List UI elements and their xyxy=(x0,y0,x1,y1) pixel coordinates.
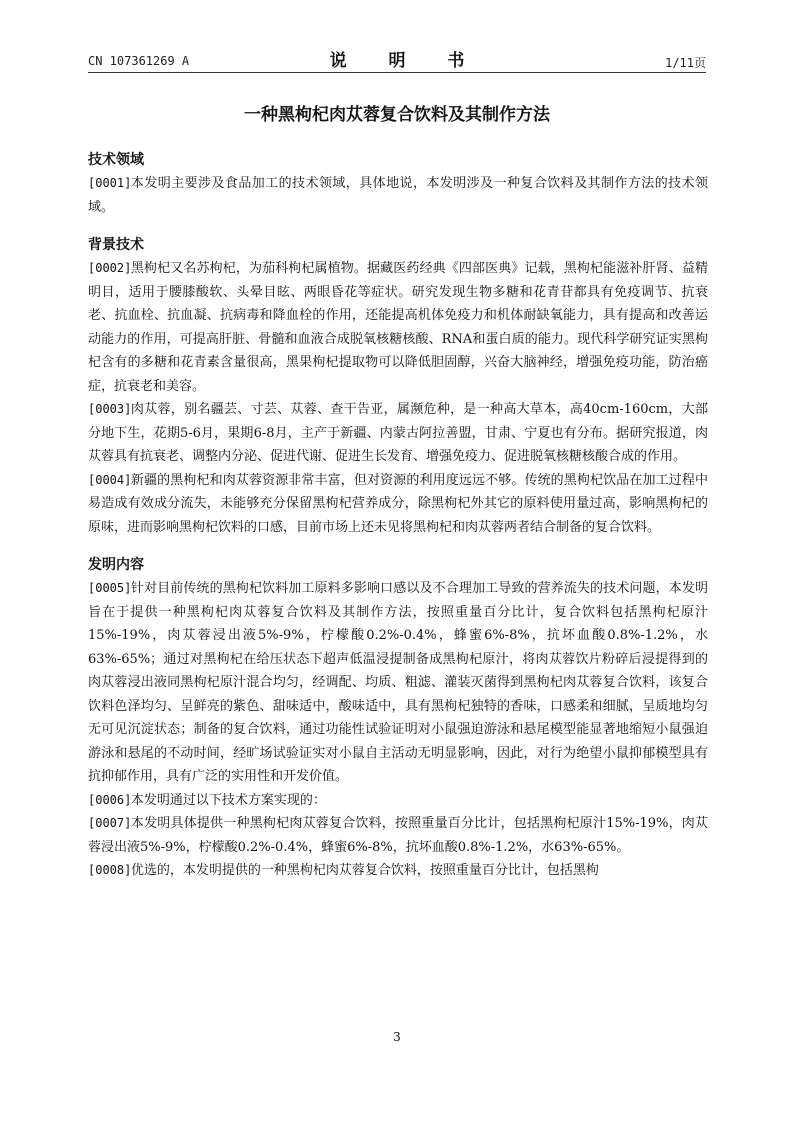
paragraph-number: [0003] xyxy=(88,402,132,416)
paragraph-text: 新疆的黑枸杞和肉苁蓉资源非常丰富，但对资源的利用度远远不够。传统的黑枸杞饮品在加工过程中易造成有效成分流失，未能够充分保留黑枸杞营养成分，除黑枸杞外其它的原料使用量过高，影响黑枸杞的原味，进而影响黑枸杞饮料的口感，目前市场上还未见将黑枸杞和肉苁蓉两者结合制备的复合饮料。 xyxy=(88,472,708,535)
paragraph xyxy=(88,789,708,813)
paragraph-number: [0005] xyxy=(88,581,132,595)
section-background xyxy=(88,233,708,539)
section-technical-field xyxy=(88,148,708,219)
page-number: 3 xyxy=(393,1030,401,1044)
document-title: 一种黑枸杞肉苁蓉复合饮料及其制作方法 xyxy=(244,105,550,125)
paragraph-number: [0008] xyxy=(88,863,132,877)
header-title: 说 明 书 xyxy=(329,51,483,71)
paragraph-number: [0001] xyxy=(88,176,132,190)
paragraph-text: 本发明具体提供一种黑枸杞肉苁蓉复合饮料，按照重量百分比计，包括黑枸杞原汁15%-19%，肉苁蓉浸出液5%-9%，柠檬酸0.2%-0.4%，蜂蜜6%-8%，抗坏血酸0.8%-1.2%，水63%-65%。 xyxy=(88,816,708,855)
paragraph-text: 优选的，本发明提供的一种黑枸杞肉苁蓉复合饮料，按照重量百分比计，包括黑枸 xyxy=(130,863,599,878)
section-heading: 发明内容 xyxy=(88,557,144,573)
paragraph-text: 肉苁蓉，别名疆芸、寸芸、苁蓉、查干告亚，属濒危种，是一种高大草本，高40cm-160cm，大部分地下生，花期5-6月，果期6-8月，主产于新疆、内蒙古阿拉善盟，甘肃、宁夏也有分布。据研究报道，肉苁蓉具有抗衰老、调整内分泌、促进代谢、促进生长发育、增强免疫力、促进脱氧核糖核酸合成的作用。 xyxy=(88,402,708,464)
paragraph-text: 本发明主要涉及食品加工的技术领域，具体地说，本发明涉及一种复合饮料及其制作方法的技术领域。 xyxy=(88,176,708,215)
paragraph-number: [0004] xyxy=(88,472,132,487)
section-invention-content xyxy=(88,553,708,883)
paragraph-text: 黑枸杞又名苏枸杞，为茄科枸杞属植物。据藏医药经典《四部医典》记载，黑枸杞能滋补肝肾、益精明目，适用于腰膝酸软、头晕目眩、两眼昏花等症状。研究发现生物多糖和花青苷都具有免疫调节、抗衰老、抗血栓、抗血凝、抗病毒和降血栓的作用，还能提高机体免疫力和机体耐缺氧能力，具有提高和改善运动能力的作用，可提高肝脏、骨髓和血液合成脱氧核糖核酸、RNA和蛋白质的能力。现代科学研究证实黑枸杞含有的多糖和花青素含量很高，黑果枸杞提取物可以降低胆固醇，兴奋大脑神经，增强免疫功能，防治癌症，抗衰老和美容。 xyxy=(88,261,708,394)
section-heading: 背景技术 xyxy=(88,237,144,253)
paragraph-number: [0007] xyxy=(88,816,132,830)
paragraph xyxy=(88,812,708,859)
paragraph-text: 本发明通过以下技术方案实现的： xyxy=(130,792,326,808)
paragraph-number: [0006] xyxy=(88,792,132,807)
doc-number: CN 107361269 A xyxy=(88,54,190,68)
paragraph xyxy=(88,257,708,398)
paragraph xyxy=(88,172,708,219)
paragraph xyxy=(88,577,708,789)
paragraph-number: [0002] xyxy=(88,261,132,275)
paragraph xyxy=(88,859,708,883)
page-info: 1/11页 xyxy=(665,56,706,70)
document-body xyxy=(88,148,708,897)
section-heading: 技术领域 xyxy=(88,152,144,168)
paragraph-text: 针对目前传统的黑枸杞饮料加工原料多影响口感以及不合理加工导致的营养流失的技术问题，本发明旨在于提供一种黑枸杞肉苁蓉复合饮料及其制作方法，按照重量百分比计，复合饮料包括黑枸杞原汁15%-19%，肉苁蓉浸出液5%-9%，柠檬酸0.2%-0.4%，蜂蜜6%-8%，抗坏血酸0.8%-1.2%，水63%-65%；通过对黑枸杞在给压状态下超声低温浸提制备成黑枸杞原汁，将肉苁蓉饮片粉碎后浸提得到的肉苁蓉浸出液同黑枸杞原汁混合均匀，经调配、均质、粗滤、灌装灭菌得到黑枸杞肉苁蓉复合饮料，该复合饮料色泽均匀、呈鲜亮的紫色、甜味适中，酸味适中，具有黑枸杞独特的香味，口感柔和细腻，呈质地均匀无可见沉淀状态；制备的复合饮料，通过功能性试验证明对小鼠强迫游泳和悬尾模型能显著地缩短小鼠强迫游泳和悬尾的不动时间，经旷场试验证实对小鼠自主活动无明显影响，因此，对行为绝望小鼠抑郁模型具有抗抑郁作用，具有广泛的实用性和开发价值。 xyxy=(88,581,708,784)
paragraph xyxy=(88,398,708,469)
page-header xyxy=(88,44,706,73)
paragraph xyxy=(88,469,708,540)
